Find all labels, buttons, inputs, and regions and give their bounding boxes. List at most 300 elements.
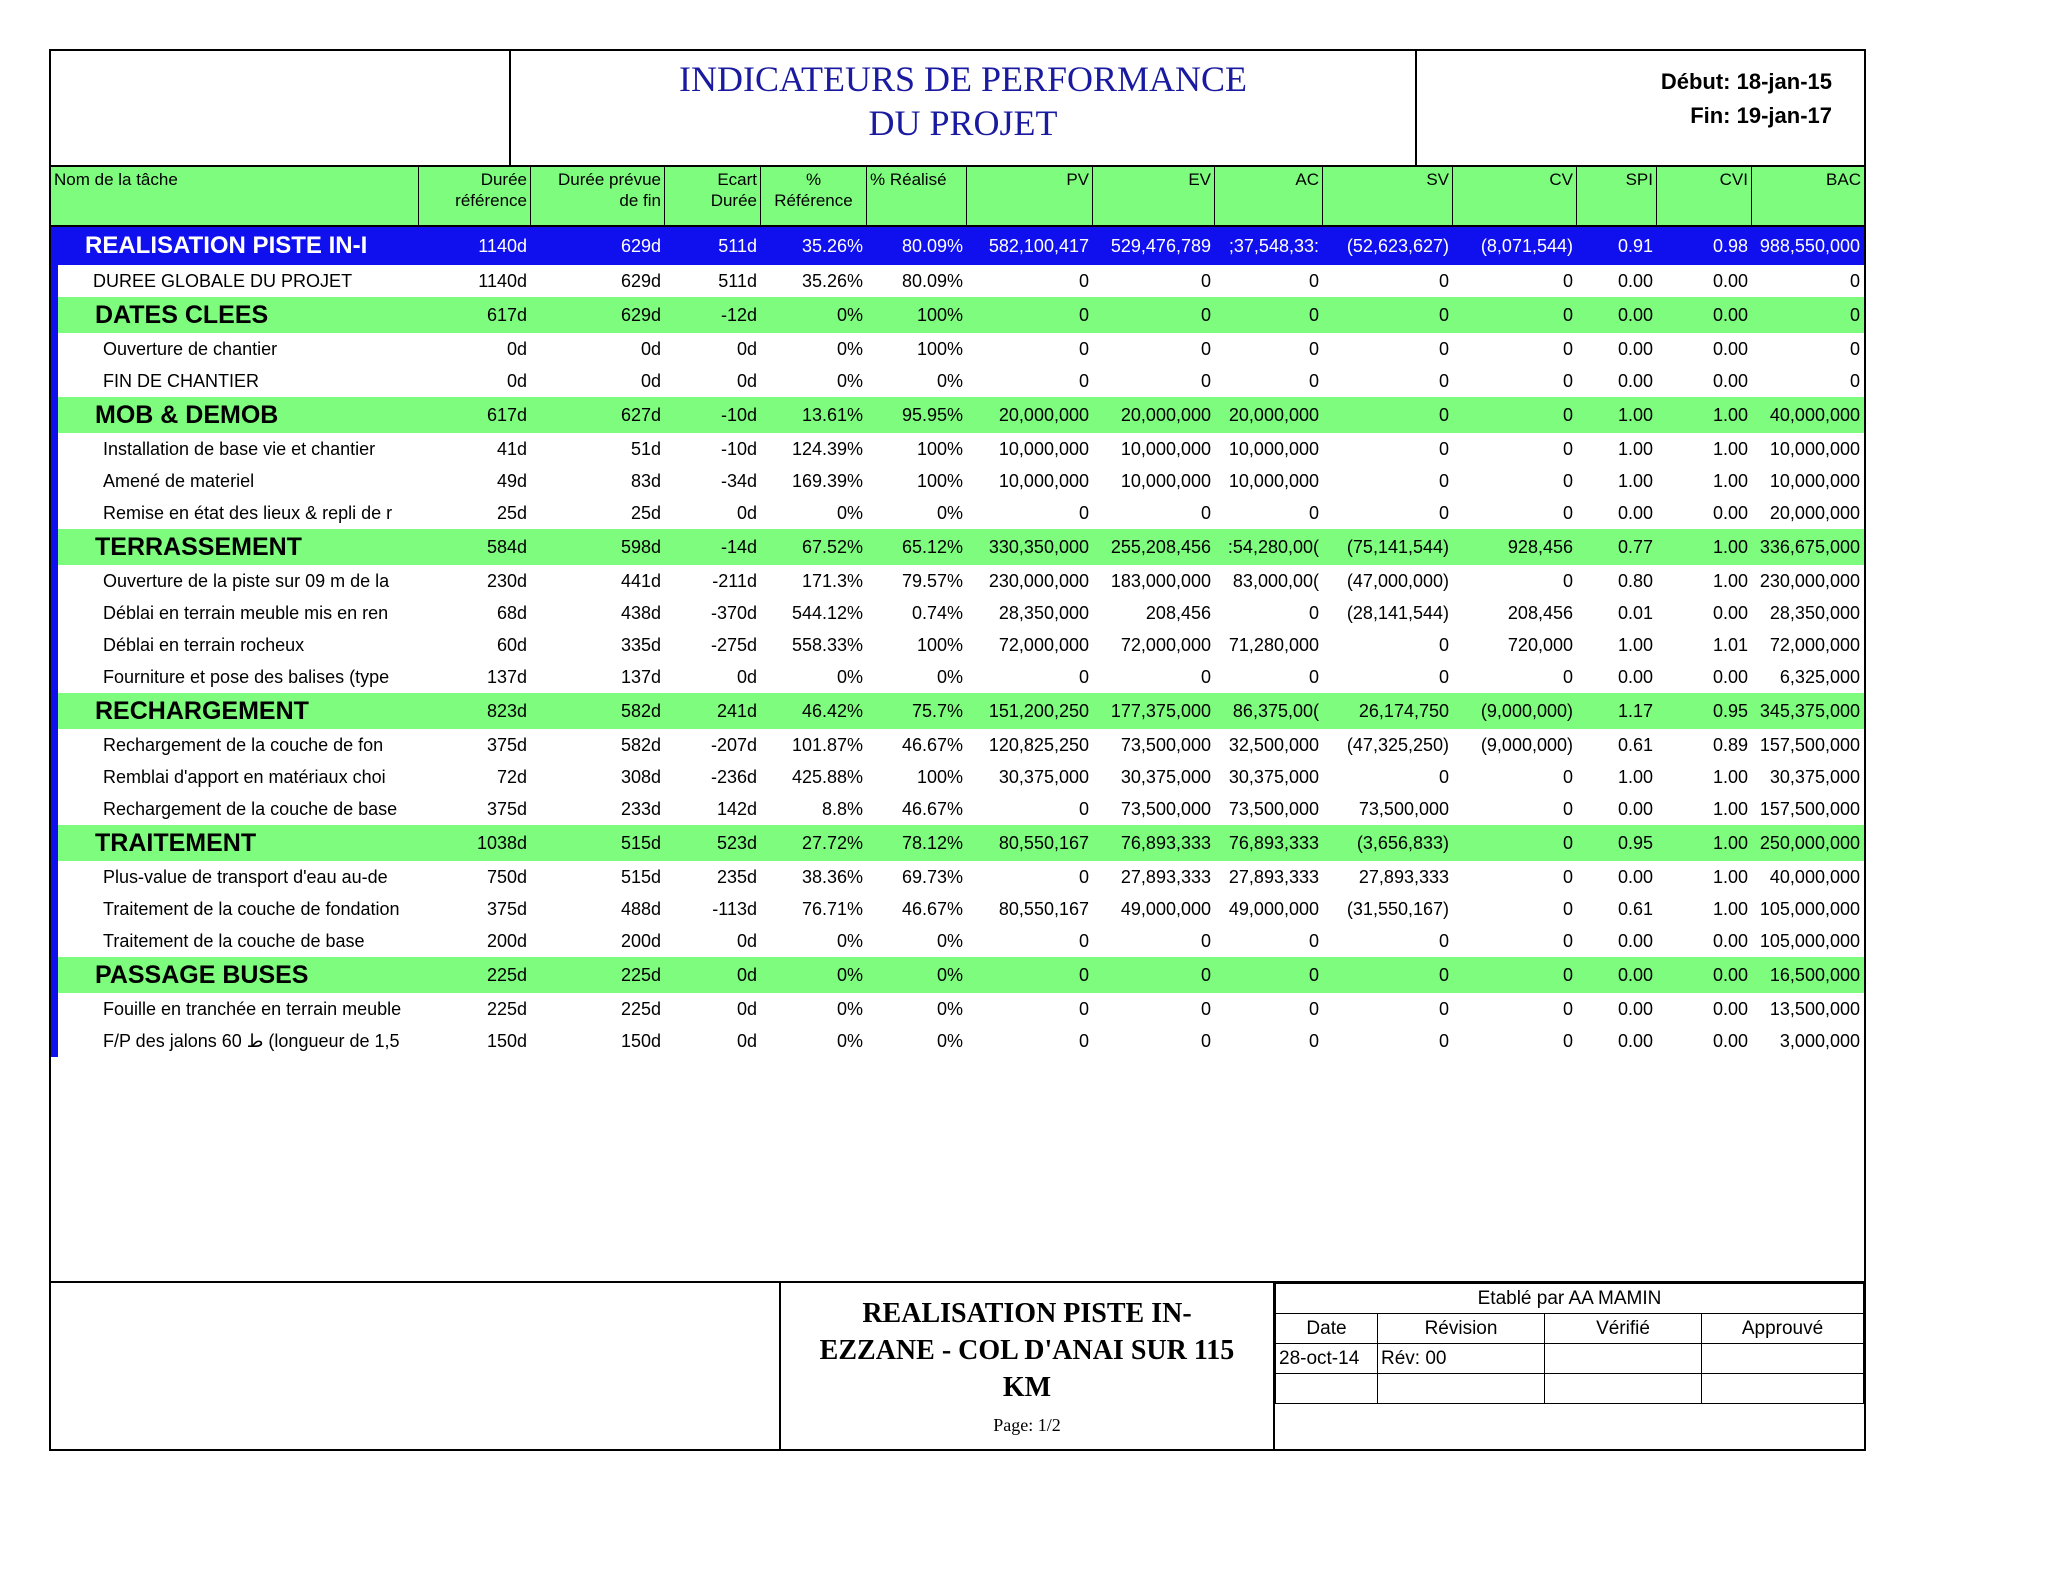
cell-d2: 233d: [620, 799, 661, 819]
cell-sv: (47,325,250): [1346, 735, 1449, 755]
cell-cv: 0: [1562, 471, 1573, 491]
cell-cvi: 0.00: [1712, 965, 1748, 985]
cell-sv: 0: [1438, 1031, 1449, 1051]
phase-row: [51, 297, 1864, 333]
column-header-row: [51, 165, 1864, 227]
cell-name: Déblai en terrain rocheux: [103, 635, 305, 655]
cell-re: 0%: [936, 931, 963, 951]
cell-re: 79.57%: [901, 571, 963, 591]
cell-d1: 72d: [496, 767, 527, 787]
cell-cvi: 0.95: [1712, 701, 1748, 721]
cell-re: 100%: [916, 767, 963, 787]
cell-name: Ouverture de la piste sur 09 m de la: [103, 571, 390, 591]
cell-d2: 335d: [620, 635, 661, 655]
cell-ac: 0: [1308, 305, 1319, 325]
cell-name: Remise en état des lieux & repli de r: [103, 503, 393, 523]
cell-ev: 0: [1200, 931, 1211, 951]
cell-spi: 0.00: [1617, 339, 1653, 359]
cell-d1: 60d: [496, 635, 527, 655]
cell-bac: 28,350,000: [1769, 603, 1860, 623]
cell-cv: 0: [1562, 339, 1573, 359]
cell-cv: 0: [1562, 799, 1573, 819]
cell-ev: 0: [1200, 999, 1211, 1019]
cell-bac: 105,000,000: [1759, 899, 1860, 919]
cell-cv: 0: [1562, 899, 1573, 919]
cell-ac: 10,000,000: [1228, 471, 1319, 491]
phase-row: [51, 825, 1864, 861]
cell-ec: 0d: [736, 503, 757, 523]
verifie-header: Vérifié: [1545, 1314, 1702, 1344]
cell-cvi: 0.89: [1712, 735, 1748, 755]
cell-pr: 0%: [836, 965, 863, 985]
cell-ac: 10,000,000: [1228, 439, 1319, 459]
revision-table: [1275, 1283, 1864, 1404]
cell-cv: (9,000,000): [1480, 701, 1573, 721]
cell-cv: 0: [1562, 439, 1573, 459]
cell-d2: 225d: [620, 965, 661, 985]
cell-ac: 32,500,000: [1228, 735, 1319, 755]
cell-bac: 336,675,000: [1759, 537, 1860, 557]
cell-ev: 177,375,000: [1110, 701, 1211, 721]
cell-d1: 375d: [486, 899, 527, 919]
cell-d2: 629d: [620, 271, 661, 291]
cell-ev: 183,000,000: [1110, 571, 1211, 591]
cell-ev: 27,893,333: [1120, 867, 1211, 887]
cell-sv: (52,623,627): [1346, 236, 1449, 256]
cell-cv: 0: [1562, 965, 1573, 985]
cell-name: Traitement de la couche de fondation: [103, 899, 400, 919]
cell-cvi: 1.00: [1712, 833, 1748, 853]
cell-pv: 151,200,250: [988, 701, 1089, 721]
cell-cvi: 1.00: [1712, 799, 1748, 819]
cell-cv: 0: [1562, 503, 1573, 523]
cell-pr: 544.12%: [791, 603, 863, 623]
cell-bac: 10,000,000: [1769, 439, 1860, 459]
cell-bac: 72,000,000: [1769, 635, 1860, 655]
cell-ec: 0d: [736, 999, 757, 1019]
cell-ac: 0: [1308, 339, 1319, 359]
cell-pv: 10,000,000: [998, 471, 1089, 491]
cell-cvi: 0.00: [1712, 931, 1748, 951]
cell-cvi: 0.00: [1712, 999, 1748, 1019]
cell-pv: 0: [1078, 965, 1089, 985]
cell-spi: 0.00: [1617, 965, 1653, 985]
cell-pr: 38.36%: [801, 867, 863, 887]
cell-ec: 0d: [736, 931, 757, 951]
approuve-value: [1702, 1344, 1864, 1374]
col-ac: AC: [1215, 167, 1323, 225]
cell-d1: 1140d: [478, 236, 527, 256]
cell-ac: 76,893,333: [1228, 833, 1319, 853]
cell-d1: 0d: [506, 371, 527, 391]
cell-spi: 0.00: [1617, 667, 1653, 687]
summary-outline-bar: [51, 227, 58, 1057]
cell-re: 0%: [936, 503, 963, 523]
cell-spi: 1.00: [1617, 405, 1653, 425]
cell-d2: 150d: [620, 1031, 661, 1051]
cell-ec: -14d: [720, 537, 757, 557]
cell-ev: 0: [1200, 305, 1211, 325]
cell-name: RECHARGEMENT: [95, 697, 309, 725]
cell-ac: 86,375,00(: [1232, 701, 1319, 721]
cell-pv: 0: [1078, 667, 1089, 687]
cell-pv: 0: [1078, 931, 1089, 951]
cell-pr: 171.3%: [801, 571, 863, 591]
cell-name: Rechargement de la couche de fon: [103, 735, 384, 755]
cell-pr: 0%: [836, 305, 863, 325]
cell-ac: 0: [1308, 603, 1319, 623]
cell-re: 69.73%: [901, 867, 963, 887]
cell-spi: 0.00: [1617, 799, 1653, 819]
cell-bac: 30,375,000: [1769, 767, 1860, 787]
cell-cv: 0: [1562, 999, 1573, 1019]
cell-ec: -34d: [720, 471, 757, 491]
cell-pr: 169.39%: [791, 471, 863, 491]
cell-ec: 142d: [716, 799, 757, 819]
header-left-blank: [51, 51, 511, 165]
cell-d1: 225d: [486, 965, 527, 985]
col-cvi: CVI: [1657, 167, 1752, 225]
cell-cvi: 0.00: [1712, 371, 1748, 391]
cell-cvi: 1.00: [1712, 439, 1748, 459]
cell-pv: 0: [1078, 305, 1089, 325]
cell-ec: -10d: [720, 439, 757, 459]
revision-value: Rév: 00: [1378, 1344, 1545, 1374]
cell-ec: -113d: [712, 899, 757, 919]
col-pct-reference: % Référence: [761, 167, 867, 225]
cell-pr: 558.33%: [791, 635, 863, 655]
col-spi: SPI: [1577, 167, 1657, 225]
cell-sv: (47,000,000): [1346, 571, 1449, 591]
cell-re: 95.95%: [901, 405, 963, 425]
cell-pv: 0: [1078, 867, 1089, 887]
table-row: [51, 793, 1864, 825]
cell-cv: (9,000,000): [1480, 735, 1573, 755]
cell-ev: 0: [1200, 1031, 1211, 1051]
cell-name: Plus-value de transport d'eau au-de: [103, 867, 388, 887]
title-block: [51, 1281, 1864, 1449]
cell-d1: 137d: [486, 667, 527, 687]
cell-sv: 0: [1438, 471, 1449, 491]
table-row: [51, 465, 1864, 497]
cell-d2: 0d: [640, 339, 661, 359]
cell-spi: 1.00: [1617, 635, 1653, 655]
cell-d1: 750d: [486, 867, 527, 887]
cell-re: 100%: [916, 471, 963, 491]
phase-row: [51, 529, 1864, 565]
cell-d1: 41d: [496, 439, 527, 459]
cell-name: FIN DE CHANTIER: [103, 371, 260, 391]
cell-cvi: 0.00: [1712, 339, 1748, 359]
cell-spi: 1.17: [1617, 701, 1653, 721]
cell-spi: 0.91: [1617, 236, 1653, 256]
cell-bac: 988,550,000: [1759, 236, 1860, 256]
cell-cvi: 1.00: [1712, 899, 1748, 919]
cell-cv: 720,000: [1507, 635, 1573, 655]
cell-re: 46.67%: [901, 735, 963, 755]
cell-name: Installation de base vie et chantier: [103, 439, 376, 459]
cell-d1: 823d: [486, 701, 527, 721]
cell-ac: 0: [1308, 371, 1319, 391]
cell-d2: 488d: [620, 899, 661, 919]
verifie-value-2: [1545, 1374, 1702, 1404]
cell-pr: 124.39%: [791, 439, 863, 459]
cell-ec: -10d: [720, 405, 757, 425]
cell-bac: 10,000,000: [1769, 471, 1860, 491]
cell-cvi: 1.00: [1712, 405, 1748, 425]
cell-ac: 0: [1308, 965, 1319, 985]
cell-pv: 20,000,000: [998, 405, 1089, 425]
cell-name: Traitement de la couche de base: [103, 931, 365, 951]
cell-bac: 0: [1849, 305, 1860, 325]
cell-spi: 1.00: [1617, 471, 1653, 491]
cell-name: DATES CLEES: [95, 301, 269, 329]
phase-row: [51, 397, 1864, 433]
col-pct-realise: % Réalisé: [867, 167, 967, 225]
cell-ec: 511d: [718, 236, 757, 256]
cell-bac: 0: [1849, 371, 1860, 391]
page-number: Page: 1/2: [993, 1415, 1061, 1435]
cell-re: 0%: [936, 667, 963, 687]
cell-ev: 73,500,000: [1120, 799, 1211, 819]
table-row: [51, 265, 1864, 297]
cell-cv: 0: [1562, 767, 1573, 787]
cell-spi: 0.00: [1617, 867, 1653, 887]
cell-d2: 137d: [620, 667, 661, 687]
cell-name: Fourniture et pose des balises (type: [103, 667, 390, 687]
cell-pr: 13.61%: [801, 405, 863, 425]
cell-spi: 0.80: [1617, 571, 1653, 591]
cell-re: 65.12%: [901, 537, 963, 557]
cell-d2: 441d: [620, 571, 661, 591]
approuve-header: Approuvé: [1702, 1314, 1864, 1344]
cell-sv: 0: [1438, 439, 1449, 459]
cell-ev: 10,000,000: [1120, 471, 1211, 491]
cell-bac: 40,000,000: [1769, 405, 1860, 425]
cell-d2: 515d: [620, 833, 661, 853]
cell-bac: 250,000,000: [1759, 833, 1860, 853]
cell-ac: 30,375,000: [1228, 767, 1319, 787]
approuve-value-2: [1702, 1374, 1864, 1404]
cell-cvi: 1.00: [1712, 571, 1748, 591]
cell-cvi: 0.00: [1712, 271, 1748, 291]
cell-pr: 27.72%: [801, 833, 863, 853]
cell-d1: 584d: [486, 537, 527, 557]
cell-sv: 0: [1438, 271, 1449, 291]
cell-ac: 20,000,000: [1228, 405, 1319, 425]
cell-pv: 30,375,000: [998, 767, 1089, 787]
cell-spi: 0.00: [1617, 503, 1653, 523]
cell-cvi: 0.00: [1712, 1031, 1748, 1051]
cell-ev: 73,500,000: [1120, 735, 1211, 755]
cell-sv: 0: [1438, 503, 1449, 523]
cell-ec: 0d: [736, 1031, 757, 1051]
cell-pr: 0%: [836, 339, 863, 359]
cell-name: TERRASSEMENT: [95, 533, 302, 561]
cell-sv: 0: [1438, 405, 1449, 425]
summary-row: [51, 227, 1864, 265]
cell-pr: 0%: [836, 931, 863, 951]
table-row: [51, 597, 1864, 629]
cell-spi: 0.00: [1617, 999, 1653, 1019]
cell-spi: 0.00: [1617, 305, 1653, 325]
cell-cv: 0: [1562, 931, 1573, 951]
cell-pv: 0: [1078, 1031, 1089, 1051]
col-duree-reference: Durée référence: [419, 167, 531, 225]
cell-d1: 225d: [486, 999, 527, 1019]
cell-d2: 308d: [620, 767, 661, 787]
cell-cvi: 0.98: [1712, 236, 1748, 256]
cell-sv: 0: [1438, 339, 1449, 359]
cell-sv: (28,141,544): [1346, 603, 1449, 623]
cell-pv: 230,000,000: [988, 571, 1089, 591]
cell-ec: -370d: [710, 603, 757, 623]
cell-ac: 0: [1308, 503, 1319, 523]
cell-bac: 20,000,000: [1769, 503, 1860, 523]
cell-spi: 1.00: [1617, 439, 1653, 459]
cell-bac: 16,500,000: [1769, 965, 1860, 985]
cell-d1: 1038d: [476, 833, 527, 853]
cell-re: 46.67%: [901, 799, 963, 819]
cell-sv: (31,550,167): [1346, 899, 1449, 919]
cell-spi: 0.61: [1617, 735, 1653, 755]
revision-value-2: [1378, 1374, 1545, 1404]
cell-name: MOB & DEMOB: [95, 401, 279, 429]
cell-cvi: 0.00: [1712, 305, 1748, 325]
table-row: [51, 365, 1864, 397]
cell-re: 46.67%: [901, 899, 963, 919]
title-line-2: DU PROJET: [868, 103, 1058, 143]
cell-pv: 120,825,250: [988, 735, 1089, 755]
cell-pr: 46.42%: [801, 701, 863, 721]
cell-d1: 68d: [496, 603, 527, 623]
cell-ec: 0d: [736, 965, 757, 985]
cell-d1: 200d: [486, 931, 527, 951]
cell-pr: 67.52%: [801, 537, 863, 557]
cell-re: 0%: [936, 371, 963, 391]
end-date: Fin: 19-jan-17: [1690, 103, 1832, 128]
col-sv: SV: [1323, 167, 1453, 225]
cell-cv: 0: [1562, 571, 1573, 591]
cell-d1: 150d: [486, 1031, 527, 1051]
cell-ec: -275d: [710, 635, 757, 655]
cell-d2: 225d: [620, 999, 661, 1019]
cell-name: F/P des jalons 60 ط (longueur de 1,5: [103, 1031, 400, 1051]
cell-bac: 40,000,000: [1769, 867, 1860, 887]
cell-pv: 0: [1078, 271, 1089, 291]
cell-d2: 200d: [620, 931, 661, 951]
revision-block: [1275, 1283, 1864, 1449]
cell-ev: 0: [1200, 667, 1211, 687]
cell-ec: 0d: [736, 667, 757, 687]
report-frame: [49, 49, 1866, 1451]
cell-ev: 0: [1200, 271, 1211, 291]
cell-ev: 72,000,000: [1120, 635, 1211, 655]
phase-row: [51, 957, 1864, 993]
cell-ac: 27,893,333: [1228, 867, 1319, 887]
cell-cvi: 1.00: [1712, 767, 1748, 787]
date-value-2: [1276, 1374, 1378, 1404]
cell-pr: 0%: [836, 503, 863, 523]
cell-ec: 511d: [718, 271, 757, 291]
cell-ac: :54,280,00(: [1227, 537, 1319, 557]
report-title: [511, 51, 1417, 165]
col-name: Nom de la tâche: [51, 167, 419, 225]
cell-cv: 0: [1562, 1031, 1573, 1051]
cell-bac: 6,325,000: [1779, 667, 1860, 687]
cell-cvi: 0.00: [1712, 603, 1748, 623]
cell-ev: 208,456: [1145, 603, 1211, 623]
cell-spi: 0.00: [1617, 371, 1653, 391]
table-row: [51, 993, 1864, 1025]
cell-bac: 0: [1849, 339, 1860, 359]
cell-d2: 629d: [620, 236, 661, 256]
cell-pv: 0: [1078, 503, 1089, 523]
table-row: [51, 925, 1864, 957]
cell-sv: 0: [1438, 999, 1449, 1019]
cell-name: Ouverture de chantier: [103, 339, 278, 359]
cell-d2: 438d: [620, 603, 661, 623]
cell-sv: 0: [1438, 965, 1449, 985]
cell-cv: 0: [1562, 867, 1573, 887]
cell-pv: 28,350,000: [998, 603, 1089, 623]
cell-d1: 0d: [506, 339, 527, 359]
date-header: Date: [1276, 1314, 1378, 1344]
cell-name: Remblai d'apport en matériaux choi: [103, 767, 386, 787]
cell-pr: 35.26%: [801, 236, 863, 256]
cell-cv: 208,456: [1507, 603, 1573, 623]
cell-pv: 0: [1078, 999, 1089, 1019]
cell-sv: 26,174,750: [1358, 701, 1449, 721]
cell-ec: 235d: [716, 867, 757, 887]
cell-sv: 0: [1438, 371, 1449, 391]
cell-pr: 0%: [836, 667, 863, 687]
cell-d1: 375d: [486, 799, 527, 819]
col-ecart-duree: Ecart Durée: [665, 167, 761, 225]
cell-d1: 1140d: [478, 271, 527, 291]
col-duree-prevue: Durée prévue de fin: [531, 167, 665, 225]
cell-d1: 617d: [486, 305, 527, 325]
cell-cvi: 1.00: [1712, 537, 1748, 557]
cell-ev: 0: [1200, 503, 1211, 523]
cell-pv: 10,000,000: [998, 439, 1089, 459]
title-line-1: INDICATEURS DE PERFORMANCE: [678, 59, 1248, 99]
cell-sv: (3,656,833): [1356, 833, 1449, 853]
cell-bac: 0: [1849, 271, 1860, 291]
cell-ec: 241d: [716, 701, 757, 721]
cell-sv: (75,141,544): [1346, 537, 1449, 557]
cell-d2: 627d: [620, 405, 661, 425]
project-name-line-3: KM: [1002, 1372, 1052, 1403]
table-row: [51, 333, 1864, 365]
cell-bac: 157,500,000: [1759, 799, 1860, 819]
cell-sv: 0: [1438, 305, 1449, 325]
cell-re: 100%: [916, 635, 963, 655]
cell-name: PASSAGE BUSES: [95, 961, 309, 989]
cell-d1: 617d: [486, 405, 527, 425]
cell-bac: 3,000,000: [1779, 1031, 1860, 1051]
cell-pv: 80,550,167: [998, 833, 1089, 853]
cell-d2: 629d: [620, 305, 661, 325]
cell-ev: 10,000,000: [1120, 439, 1211, 459]
cell-sv: 27,893,333: [1358, 867, 1449, 887]
cell-re: 78.12%: [901, 833, 963, 853]
cell-sv: 73,500,000: [1358, 799, 1449, 819]
cell-cv: 0: [1562, 405, 1573, 425]
cell-ec: -236d: [710, 767, 757, 787]
cell-ev: 76,893,333: [1120, 833, 1211, 853]
cell-pr: 0%: [836, 999, 863, 1019]
